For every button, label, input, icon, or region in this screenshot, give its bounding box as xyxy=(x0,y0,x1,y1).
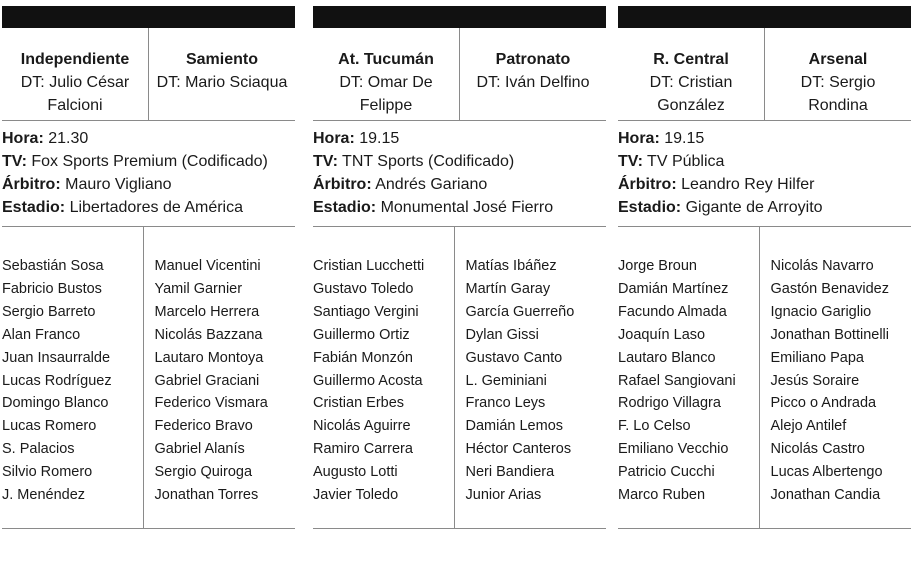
player-name: Fabricio Bustos xyxy=(2,280,102,297)
coach-name: DT: Sergio Rondina xyxy=(800,74,876,114)
player-name: Neri Bandiera xyxy=(465,464,555,481)
lineup-home xyxy=(2,227,144,528)
coach-name: DT: Omar De Felippe xyxy=(339,74,433,114)
info-estadio xyxy=(618,196,911,219)
player-name: Gustavo Canto xyxy=(465,349,563,366)
team-name: At. Tucumán xyxy=(338,51,434,68)
player-name: Ramiro Carrera xyxy=(313,441,413,458)
player-name: Alejo Antilef xyxy=(770,418,847,435)
info-label: Árbitro: xyxy=(618,176,677,193)
info-arbitro xyxy=(313,173,606,196)
info-value: Libertadores de América xyxy=(69,199,244,216)
player-name: Lucas Albertengo xyxy=(770,464,883,481)
info-tv xyxy=(2,150,295,173)
player-name: Ignacio Gariglio xyxy=(770,303,872,320)
player-name: Sergio Quiroga xyxy=(154,464,253,481)
info-arbitro xyxy=(618,173,911,196)
match-card xyxy=(618,6,911,529)
lineup-away xyxy=(144,227,296,528)
player-name: L. Geminiani xyxy=(465,372,547,389)
player-name: Lautaro Blanco xyxy=(618,349,716,366)
player-name: Sergio Barreto xyxy=(2,303,96,320)
player-name: Cristian Lucchetti xyxy=(313,258,425,274)
player-name: Juan Insaurralde xyxy=(2,349,111,366)
player-name: Héctor Canteros xyxy=(465,441,572,458)
player-name: Martín Garay xyxy=(465,280,551,297)
info-arbitro xyxy=(2,173,295,196)
header-bar xyxy=(313,6,606,28)
player-name: Santiago Vergini xyxy=(313,303,419,320)
player-name: Nicolás Bazzana xyxy=(154,326,263,343)
player-name: Nicolás Aguirre xyxy=(313,418,411,435)
info-value: Monumental José Fierro xyxy=(380,199,554,216)
player-name: Gabriel Graciani xyxy=(154,372,260,389)
lineup-away xyxy=(760,227,912,528)
player-name: Emiliano Papa xyxy=(770,349,864,366)
player-name: J. Menéndez xyxy=(2,487,86,504)
team-home xyxy=(2,28,149,120)
info-value: Leandro Rey Hilfer xyxy=(681,176,815,193)
lineup-home xyxy=(313,227,455,528)
player-name: Federico Bravo xyxy=(154,418,253,435)
lineups xyxy=(313,227,606,529)
info-estadio xyxy=(313,196,606,219)
info-label: Árbitro: xyxy=(2,176,61,193)
player-name: Alan Franco xyxy=(2,326,81,343)
player-name: Jesús Soraire xyxy=(770,372,860,389)
player-name: Jonathan Bottinelli xyxy=(770,326,889,343)
info-value: TNT Sports (Codificado) xyxy=(342,153,515,170)
info-label: Estadio: xyxy=(618,199,682,216)
teams-row xyxy=(618,28,911,121)
player-name: Sebastián Sosa xyxy=(2,258,104,274)
info-value: Andrés Gariano xyxy=(375,176,488,193)
info-value: 21.30 xyxy=(48,130,89,147)
player-name: Gustavo Toledo xyxy=(313,280,414,297)
info-label: TV: xyxy=(618,153,643,170)
info-value: Fox Sports Premium (Codificado) xyxy=(31,153,268,170)
team-away xyxy=(149,28,295,120)
player-name: Guillermo Ortiz xyxy=(313,326,410,343)
match-info xyxy=(313,121,606,227)
match-card xyxy=(2,6,295,529)
info-estadio xyxy=(2,196,295,219)
coach-name: DT: Julio César Falcioni xyxy=(20,74,130,114)
info-hora xyxy=(313,127,606,150)
info-value: TV Pública xyxy=(647,153,725,170)
player-name: Franco Leys xyxy=(465,395,546,412)
player-name: Rafael Sangiovani xyxy=(618,372,736,389)
coach-name: DT: Cristian González xyxy=(649,74,733,114)
lineup-away xyxy=(455,227,607,528)
player-name: Yamil Garnier xyxy=(154,280,243,297)
match-card xyxy=(313,6,606,529)
player-name: Jonathan Candia xyxy=(770,487,881,504)
player-name: Augusto Lotti xyxy=(313,464,398,481)
player-name: Lucas Romero xyxy=(2,418,97,435)
info-hora xyxy=(618,127,911,150)
info-tv xyxy=(313,150,606,173)
lineups xyxy=(618,227,911,529)
player-name: Cristian Erbes xyxy=(313,395,405,412)
info-value: Mauro Vigliano xyxy=(65,176,172,193)
player-name: Joaquín Laso xyxy=(618,326,706,343)
info-label: Hora: xyxy=(618,130,660,147)
player-name: Facundo Almada xyxy=(618,303,727,320)
player-name: García Guerreño xyxy=(465,303,575,320)
player-name: Domingo Blanco xyxy=(2,395,109,412)
match-info xyxy=(2,121,295,227)
player-name: Jonathan Torres xyxy=(154,487,259,504)
info-label: Estadio: xyxy=(2,199,66,216)
player-name: F. Lo Celso xyxy=(618,418,691,435)
header-bar xyxy=(2,6,295,28)
player-name: S. Palacios xyxy=(2,441,75,458)
player-name: Marcelo Herrera xyxy=(154,303,260,320)
team-name: Independiente xyxy=(20,51,130,68)
info-value: 19.15 xyxy=(664,130,705,147)
info-label: TV: xyxy=(2,153,27,170)
team-name: Arsenal xyxy=(808,51,868,68)
coach-name: DT: Mario Sciaqua xyxy=(156,74,288,91)
player-name: Damián Martínez xyxy=(618,280,729,297)
team-away xyxy=(460,28,606,120)
player-name: Damián Lemos xyxy=(465,418,564,435)
player-name: Picco o Andrada xyxy=(770,395,877,412)
info-value: Gigante de Arroyito xyxy=(685,199,823,216)
teams-row xyxy=(2,28,295,121)
player-name: Silvio Romero xyxy=(2,464,93,481)
player-name: Manuel Vicentini xyxy=(154,258,261,274)
player-name: Dylan Gissi xyxy=(465,326,539,343)
player-name: Emiliano Vecchio xyxy=(618,441,729,458)
player-name: Gabriel Alanís xyxy=(154,441,245,458)
teams-row xyxy=(313,28,606,121)
player-name: Lucas Rodríguez xyxy=(2,372,112,389)
player-name: Nicolás Castro xyxy=(770,441,865,458)
player-name: Matías Ibáñez xyxy=(465,258,557,274)
player-name: Rodrigo Villagra xyxy=(618,395,721,412)
info-label: Árbitro: xyxy=(313,176,372,193)
player-name: Junior Arias xyxy=(465,487,542,504)
info-tv xyxy=(618,150,911,173)
player-name: Patricio Cucchi xyxy=(618,464,715,481)
player-name: Nicolás Navarro xyxy=(770,258,874,274)
info-hora xyxy=(2,127,295,150)
team-home xyxy=(313,28,460,120)
player-name: Jorge Broun xyxy=(618,258,697,274)
player-name: Marco Ruben xyxy=(618,487,706,504)
header-bar xyxy=(618,6,911,28)
info-label: Hora: xyxy=(2,130,44,147)
team-name: R. Central xyxy=(653,51,729,68)
info-label: TV: xyxy=(313,153,338,170)
player-name: Lautaro Montoya xyxy=(154,349,264,366)
player-name: Gastón Benavidez xyxy=(770,280,889,297)
team-name: Samiento xyxy=(185,51,258,68)
team-home xyxy=(618,28,765,120)
coach-name: DT: Iván Delfino xyxy=(476,74,590,91)
player-name: Fabián Monzón xyxy=(313,349,413,366)
info-label: Estadio: xyxy=(313,199,377,216)
player-name: Guillermo Acosta xyxy=(313,372,423,389)
player-name: Javier Toledo xyxy=(313,487,399,504)
match-info xyxy=(618,121,911,227)
info-label: Hora: xyxy=(313,130,355,147)
info-value: 19.15 xyxy=(359,130,400,147)
team-name: Patronato xyxy=(495,51,571,68)
player-name: Federico Vismara xyxy=(154,395,268,412)
lineups xyxy=(2,227,295,529)
team-away xyxy=(765,28,911,120)
lineup-home xyxy=(618,227,760,528)
